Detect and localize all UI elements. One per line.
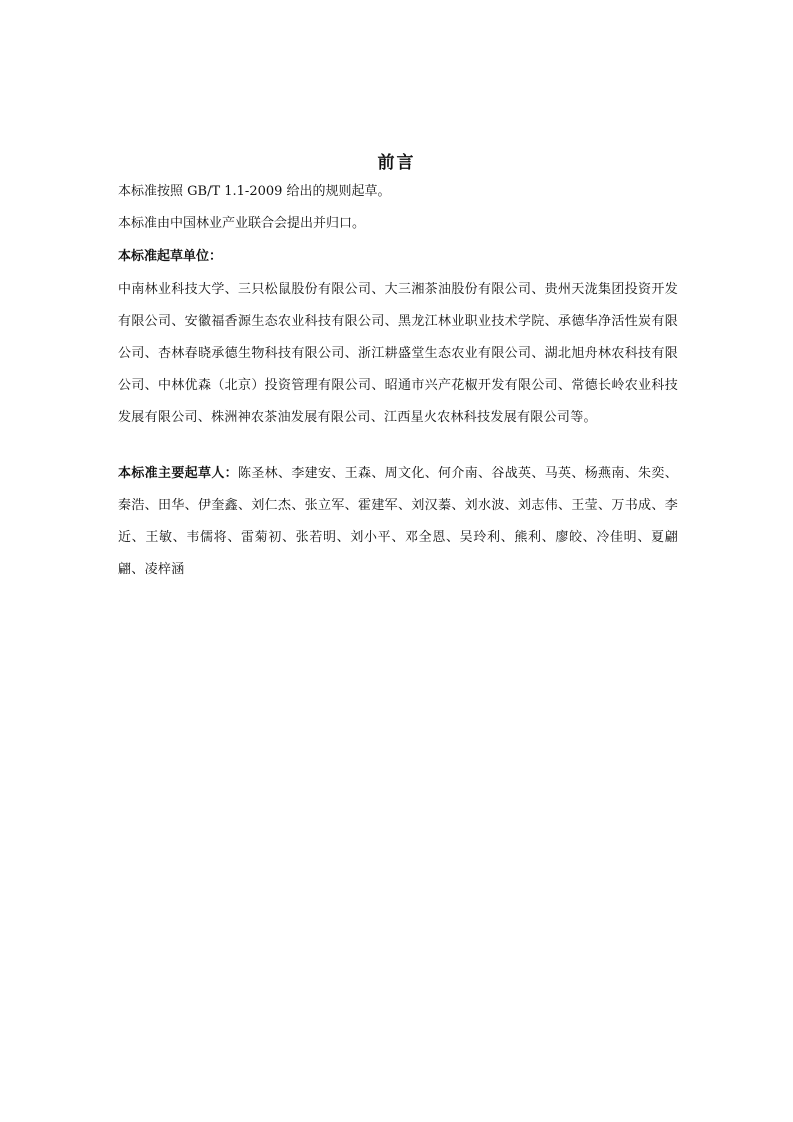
- drafters-label: 本标准主要起草人：: [118, 466, 239, 481]
- drafters-text: 陈圣林、李建安、王森、周文化、何介南、谷战英、马英、杨燕南、朱奕、秦浩、田华、伊奎鑫、刘仁杰、张立军、霍建军、刘汉蓁、刘水波、刘志伟、王莹、万书成、李近、王敏、韦儒将、雷菊初、张若明、刘小平、邓全恩、吴玲利、熊利、廖皎、冷佳明、夏翩翩、凌梓涵: [118, 466, 679, 577]
- paragraph-proposer: 本标准由中国林业产业联合会提出并归口。: [118, 216, 366, 231]
- drafters-paragraph: [118, 458, 678, 586]
- units-heading: 本标准起草单位：: [118, 249, 223, 264]
- paragraph-drafting-rules: 本标准按照 GB/T 1.1-2009 给出的规则起草。: [118, 184, 391, 199]
- units-text: 中南林业科技大学、三只松鼠股份有限公司、大三湘茶油股份有限公司、贵州天泷集团投资开发有限公司、安徽福香源生态农业科技有限公司、黑龙江林业职业技术学院、承德华净活性炭有限公司、杏林春晓承德生物科技有限公司、浙江耕盛堂生态农业有限公司、湖北旭舟林农科技有限公司、中林优森（北京）投资管理有限公司、昭通市兴产花椒开发有限公司、常德长岭农业科技发展有限公司、株洲神农茶油发展有限公司、江西星火农林科技发展有限公司等。: [118, 282, 678, 425]
- page-title: 前言: [377, 153, 416, 173]
